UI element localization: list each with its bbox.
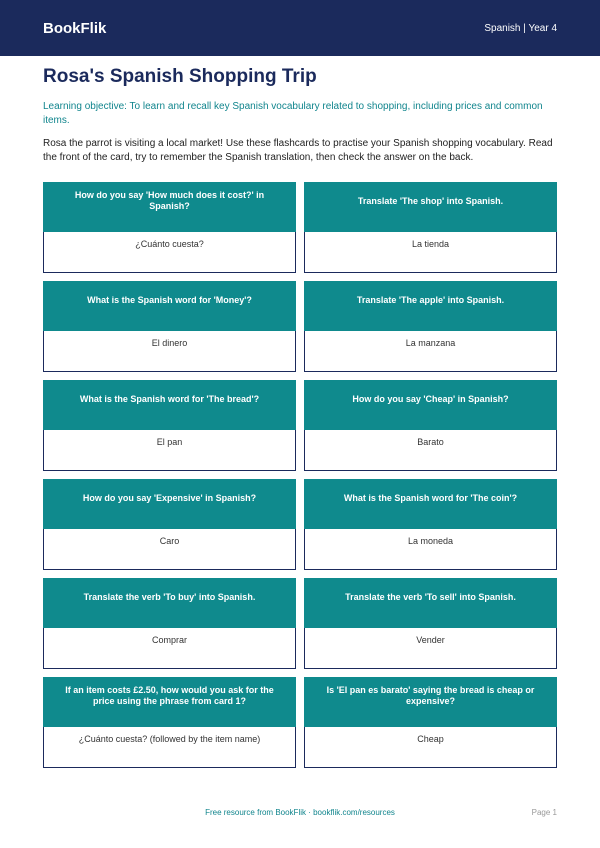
flashcard-front: How do you say 'Expensive' in Spanish? xyxy=(43,479,296,529)
flashcard-back: Cheap xyxy=(304,727,557,768)
flashcard-back: El dinero xyxy=(43,331,296,372)
learning-objective: Learning objective: To learn and recall key Spanish vocabulary related to shopping, including prices and common items. xyxy=(43,101,543,126)
flashcard-front: What is the Spanish word for 'The coin'? xyxy=(304,479,557,529)
flashcard-back: El pan xyxy=(43,430,296,471)
flashcard xyxy=(304,677,557,768)
flashcard-back: La moneda xyxy=(304,529,557,570)
page-header xyxy=(0,0,600,56)
flashcard-front: What is the Spanish word for 'The bread'? xyxy=(43,380,296,430)
flashcard xyxy=(43,578,296,669)
flashcard-back: ¿Cuánto cuesta? (followed by the item name) xyxy=(43,727,296,768)
flashcard xyxy=(304,182,557,273)
flashcard-front: How do you say 'Cheap' in Spanish? xyxy=(304,380,557,430)
flashcard-grid xyxy=(43,182,557,768)
flashcard-front: Translate the verb 'To sell' into Spanish. xyxy=(304,578,557,628)
flashcard xyxy=(304,578,557,669)
flashcard-front: Is 'El pan es barato' saying the bread is cheap or expensive? xyxy=(304,677,557,727)
flashcard-back: Vender xyxy=(304,628,557,669)
flashcard-back: Caro xyxy=(43,529,296,570)
flashcard-front: If an item costs £2.50, how would you ask for the price using the phrase from card 1? xyxy=(43,677,296,727)
flashcard xyxy=(304,380,557,471)
flashcard-back: ¿Cuánto cuesta? xyxy=(43,232,296,273)
flashcard-front: Translate the verb 'To buy' into Spanish. xyxy=(43,578,296,628)
flashcard xyxy=(43,182,296,273)
footer-resource-link[interactable]: Free resource from BookFlik · bookflik.com/resources xyxy=(205,808,395,817)
intro-text: Rosa the parrot is visiting a local market! Use these flashcards to practise your Spanish shopping vocabulary. Read the front of the card, try to remember the Spanish translation, then check the answer on the back. xyxy=(43,138,553,163)
flashcard-front: Translate 'The apple' into Spanish. xyxy=(304,281,557,331)
flashcard-back: La tienda xyxy=(304,232,557,273)
brand-logo[interactable]: BookFlik xyxy=(43,19,107,37)
flashcard xyxy=(304,479,557,570)
flashcard xyxy=(43,479,296,570)
flashcard xyxy=(43,281,296,372)
flashcard-front: How do you say 'How much does it cost?' in Spanish? xyxy=(43,182,296,232)
flashcard xyxy=(304,281,557,372)
subject-year-label: Spanish | Year 4 xyxy=(484,22,557,34)
flashcard-back: Comprar xyxy=(43,628,296,669)
flashcard-back: Barato xyxy=(304,430,557,471)
page-number: Page 1 xyxy=(531,808,557,817)
flashcard-front: What is the Spanish word for 'Money'? xyxy=(43,281,296,331)
flashcard xyxy=(43,380,296,471)
flashcard xyxy=(43,677,296,768)
flashcard-front: Translate 'The shop' into Spanish. xyxy=(304,182,557,232)
flashcard-back: La manzana xyxy=(304,331,557,372)
page-title: Rosa's Spanish Shopping Trip xyxy=(43,66,317,87)
